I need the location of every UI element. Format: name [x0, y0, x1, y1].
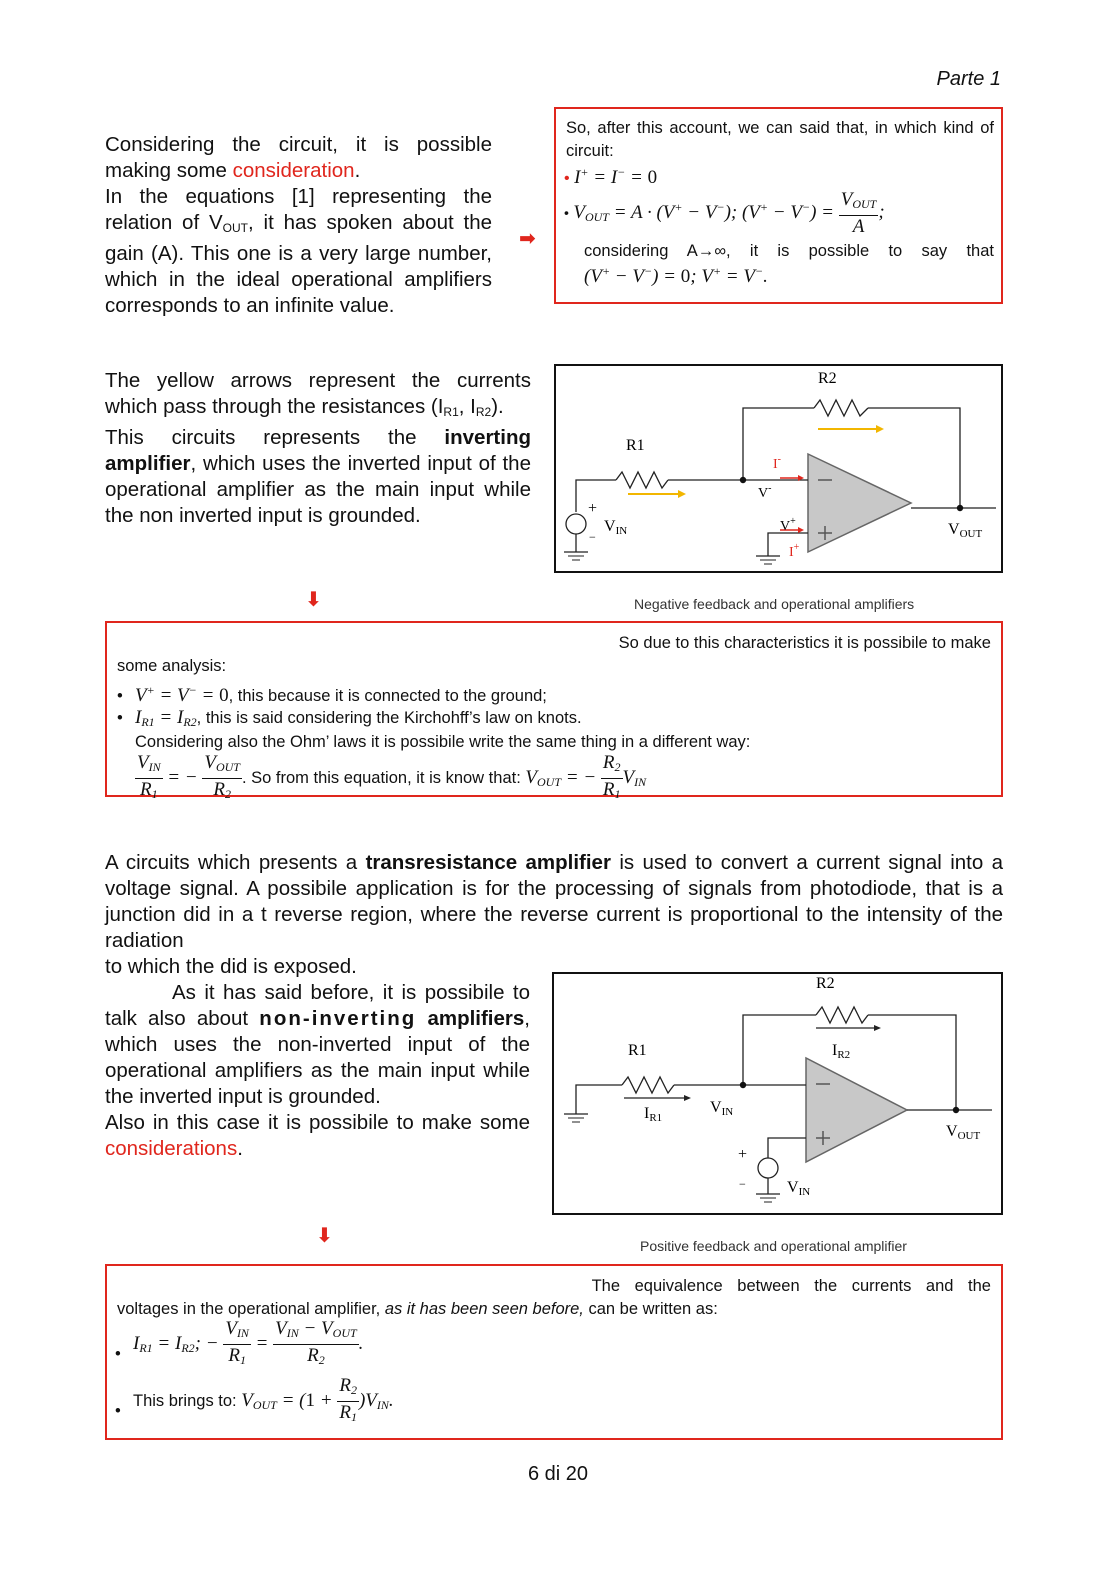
inverting-paragraph: The yellow arrows represent the currents which pass through the resistances ($I_{R1}$, $I_{R2}$). This circuits represents the inverting amplifier, which uses the inverted input of the operational amplifier as the main input while the non inverted input is grounded. [105, 369, 531, 527]
considerations-link[interactable]: considerations [105, 1137, 238, 1160]
summary-box-ideal-opamp: So, after this account, we can said that, in which kind of circuit: • I+ = I− = 0 • $V_{OUT} = A \cdot (V^+ - V^-)$; (V+ − V−) = $\frac{V_{OUT}}{A}$ ; considering A→∞, it is possible to say that (V+ − V−) = 0; V+ = V−. [554, 107, 1003, 304]
noninverting-amplifier-circuit [552, 972, 1003, 1215]
label-iplus: I+ [789, 542, 800, 560]
inverting-amplifier-circuit [554, 364, 1003, 573]
down-arrow-icon: ⬇ [316, 1225, 333, 1247]
resistor-r2 [814, 400, 868, 416]
equation-currents-equivalence: • $I_{R1} = I_{R2}$; − $\frac{V_{IN}}{R_1}$ = $\frac{V_{IN} - V_{OUT}}{R_2}$ . [115, 1318, 364, 1367]
label-vout: VOUT [948, 521, 983, 540]
section-header: Parte 1 [936, 68, 1001, 90]
down-arrow-icon: ⬇ [305, 589, 322, 611]
page-number: 6 di 20 [527, 1463, 589, 1485]
label-r2: R2 [816, 975, 835, 992]
opamp-triangle [808, 454, 911, 552]
label-ir2: IR2 [832, 1042, 851, 1061]
svg-text:+: + [588, 500, 598, 517]
resistor-r1 [622, 1077, 674, 1093]
caption-negative-feedback: Negative feedback and operational amplifiers [634, 596, 915, 612]
label-r2: R2 [818, 370, 837, 387]
caption-positive-feedback: Positive feedback and operational amplifier [640, 1238, 907, 1254]
label-ir1: IR1 [644, 1105, 663, 1124]
equation-vout-gain: • $V_{OUT} = A \cdot (V^+ - V^-)$; (V+ − V−) = $\frac{V_{OUT}}{A}$ ; [564, 189, 885, 237]
equation-vout-noninverting: •This brings to: $V_{OUT} = (1$ + $\frac{R_2}{R_1}$ )$V_{IN}$. [115, 1375, 394, 1424]
resistor-r1 [616, 472, 668, 488]
label-vin-node: VIN [710, 1099, 734, 1118]
consideration-link[interactable]: consideration [232, 159, 355, 182]
voltage-source-vin [758, 1158, 778, 1178]
label-r1: R1 [626, 437, 645, 454]
inverting-amplifier-diagram [556, 366, 1001, 571]
label-vin-source: VIN [787, 1179, 811, 1198]
opamp-triangle [806, 1058, 907, 1162]
svg-text:−: − [589, 530, 596, 544]
label-vminus: V- [758, 483, 772, 501]
analysis-box-noninverting: The equivalence between the currents and the voltages in the operational amplifier, as it has been seen before, can be written as: • $I_{R1} = I_{R2}$; − $\frac{V_{IN}}{R_1}$ = $\frac{V_{IN} - V_{OUT}}{R_2}$ . •This brings to: $V_{OUT} = (1$ + $\frac{R_2}{R_1}$ )$V_{IN}$. [105, 1264, 1003, 1440]
label-vplus: V+ [780, 516, 796, 534]
equation-currents: • I+ = I− = 0 [564, 165, 658, 188]
bullet-virtual-ground: • V+ = V− = 0, this because it is connected to the ground; [117, 683, 547, 706]
analysis-box-inverting: So due to this characteristics it is possibile to make some analysis: • V+ = V− = 0, this because it is connected to the ground; • $I_{R1} = I_{R2}$, this is said considering the Kirchohff’s law on knots. Considering also the Ohm’ laws it is possibile write the same thing in a different way: $\frac{V_{IN}}{R_1}$ = − $\frac{V_{OUT}}{R_2}$ . So from this equation, it is know that: $V_{OUT}$ = − $\frac{R_2}{R_1}$ $V_{IN}$ [105, 621, 1003, 797]
resistor-r2 [816, 1007, 868, 1023]
transresistance-paragraph: A circuits which presents a transresistance amplifier is used to convert a current signal into a voltage signal. A possibile application is for the processing of signals from photodiode, that is a junction did in a t reverse region, where the reverse current is proportional to the intensity of the radiation [105, 851, 1004, 952]
voltage-source-vin [566, 514, 586, 534]
noninverting-paragraph: As it has said before, it is possibile to talk also about non-inverting amplifiers, which uses the non-inverted input of the operational amplifiers as the main input while the inverted input is grounded. Also in this case it is possibile to make some considerations. [105, 981, 530, 1160]
label-iminus: I- [773, 454, 782, 472]
label-vout: VOUT [946, 1123, 981, 1142]
label-vin: VIN [604, 518, 628, 537]
label-r1: R1 [628, 1042, 647, 1059]
intro-paragraph: Considering the circuit, it is possible making some consideration. In the equations [1] representing the relation of $V_{OUT}$, it has spoken about the gain (A). This one is a very large number, which in the ideal operational amplifiers corresponds to an infinite value. [105, 133, 492, 317]
equation-virtual-short: (V+ − V−) = 0; V+ = V−. [584, 264, 768, 287]
noninverting-amplifier-diagram [554, 974, 1001, 1213]
transresistance-paragraph-end: to which the did is exposed. [105, 955, 357, 978]
ohm-equation: $\frac{V_{IN}}{R_1}$ = − $\frac{V_{OUT}}{R_2}$ . So from this equation, it is know that: $V_{OUT}$ = − $\frac{R_2}{R_1}$ $V_{IN}$ [137, 752, 647, 801]
svg-text:+: + [738, 1146, 748, 1163]
bullet-kirchhoff: • $I_{R1} = I_{R2}$, this is said considering the Kirchohff’s law on knots. [117, 707, 582, 729]
svg-text:−: − [739, 1177, 746, 1191]
right-arrow-icon: ➡ [519, 228, 536, 250]
